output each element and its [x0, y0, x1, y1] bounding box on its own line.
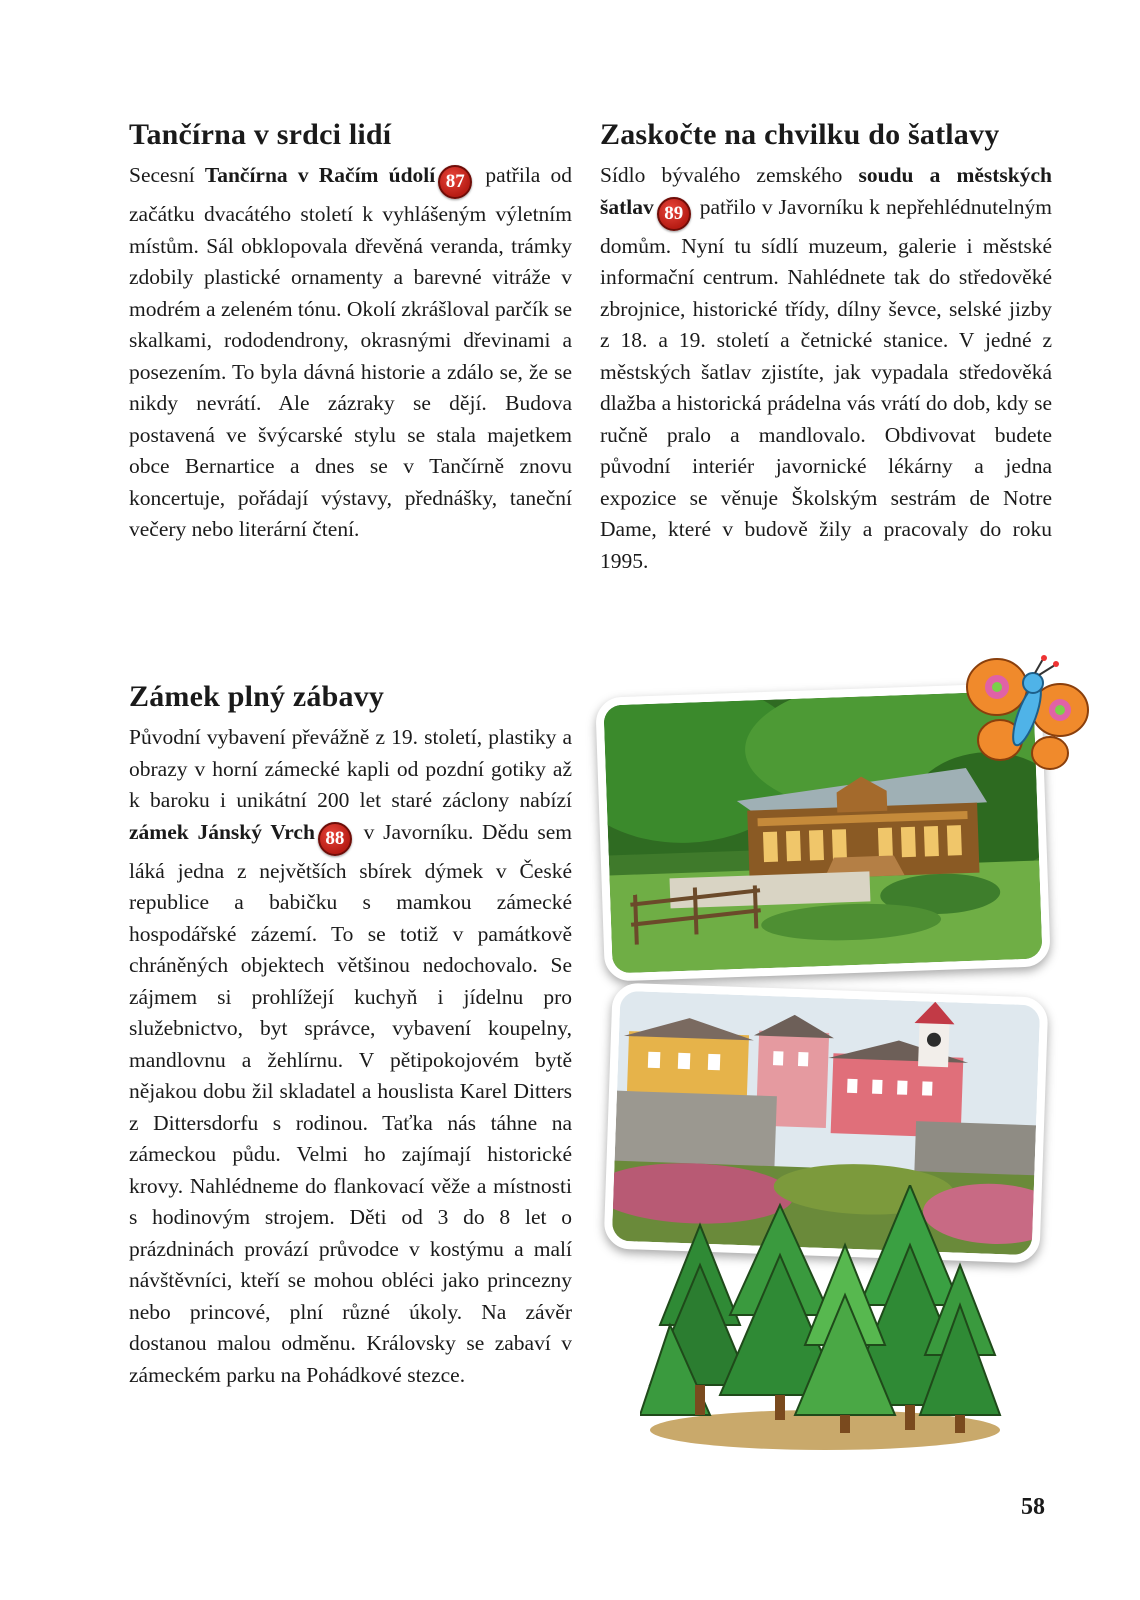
text-run: v Javorníku. Dědu sem láká jedna z největších sbírek dýmek v České republice a babičku s mamkou zámecké hospodářské zázemí. To se totiž v památkově chráněných objektech většinou nedochovalo. Se zájmem si prohlížejí kuchyň i jídelnu pro služebnictvo, byt správce, vybavení koupelny, mandlovnu a žehlírnu. V pětipokojovém bytě nějakou dobu žil skladatel a houslista Karel Ditters z Dittersdorfu s rodinou. Taťka nás táhne na zámeckou půdu. Velmi ho zajímají historické krovy. Nahlédneme do flankovací věže a místnosti s hodinovým strojem. Děti od 3 do 8 let o prázdninách provází průvodce v kostýmu a malí návštěvníci, kteří se mohou obléci jako princezny nebo princové, plní různé úkoly. Na závěr dostanou malou odměnu. Královsky se zabaví v zámeckém parku na Pohádkové stezce. — [129, 819, 573, 1387]
place-name: soudu a městských šatlav — [600, 163, 1052, 219]
text-run: Sídlo bývalého zemského — [600, 163, 859, 187]
trees-icon — [640, 1185, 1010, 1455]
butterfly-icon — [965, 655, 1090, 775]
text-run: Původní vybavení převážně z 19. století, plastiky a obrazy v horní zámecké kapli od pozdní gotiky až k baroku i unikátní 200 let staré záclony nabízí — [129, 725, 572, 812]
location-badge: 89 — [657, 197, 691, 231]
text-run: patřilo v Javorníku k nepřehlédnutelným domům. Nyní tu sídlí muzeum, galerie i městské informační centrum. Nahlédnete tak do středověké zbrojnice, historické třídy, dílny ševce, selské jizby z 18. a 19. století a četnické stanice. V jedné z městských šatlav zjistíte, jak vypadala středověká dlažba a historická prádelna vás vrátí do dob, kdy se ručně pralo a mandlovalo. Obdivovat budete původní interiér javornické lékárny a jedna expozice se věnuje Školským sestrám de Notre Dame, které v budově žily a pracovaly do roku 1995. — [600, 194, 1052, 573]
section-title-zamek: Zámek plný zábavy — [129, 680, 385, 713]
section-text-tancirna — [129, 160, 572, 546]
butterfly-illustration — [965, 655, 1090, 775]
section-satlava — [600, 118, 1052, 577]
trees-illustration — [640, 1185, 1010, 1455]
place-name: Tančírna v Račím údolí — [204, 163, 436, 187]
section-text-satlava — [600, 160, 1052, 577]
section-tancirna — [129, 118, 572, 546]
section-title-satlava: Zaskočte na chvilku do šatlavy — [600, 118, 1000, 151]
page-number: 58 — [1021, 1494, 1045, 1520]
text-run: Secesní — [129, 163, 205, 187]
location-badge: 88 — [318, 822, 352, 856]
place-name: zámek Jánský Vrch — [129, 819, 315, 844]
section-title-tancirna: Tančírna v srdci lidí — [129, 118, 392, 151]
text-run: patřila od začátku dvacátého století k vyhlášeným výletním místům. Sál obklopovala dřevěná veranda, trámky zdobily plastické ornamenty a barevné vitráže v modrém a zeleném tónu. Okolí zkrášloval parčík se skalkami, rododendrony, okrasnými dřevinami a posezením. To byla dávná historie a zdálo se, že se nikdy nevrátí. Ale zázraky se dějí. Budova postavená ve švýcarské stylu se stala majetkem obce Bernartice a dnes se v Tančírně znovu koncertuje, pořádají výstavy, přednášky, taneční večery nebo literární čtení. — [129, 163, 572, 541]
section-text-zamek — [129, 722, 572, 1391]
location-badge: 87 — [438, 165, 472, 199]
section-zamek — [129, 680, 572, 1391]
